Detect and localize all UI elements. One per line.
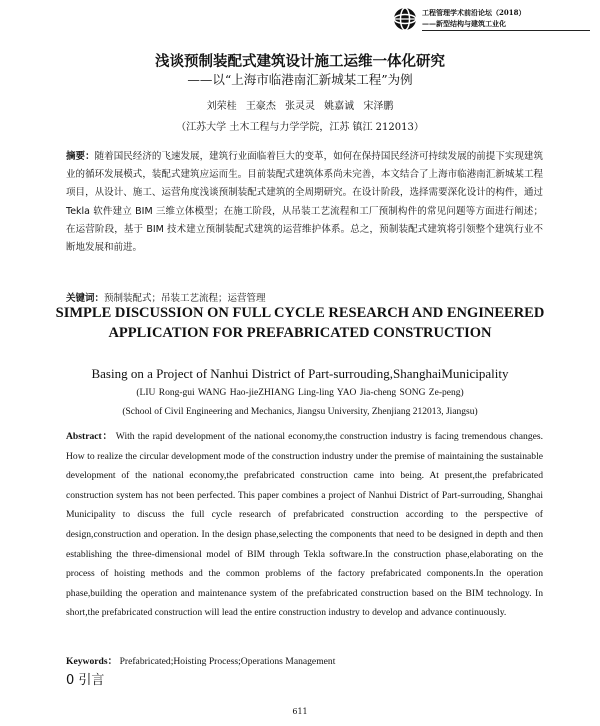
page-number: 611 — [292, 707, 308, 716]
english-affiliation: (School of Civil Engineering and Mechanics, Jiangsu University, Zhenjiang 212013, Jiangsu) — [122, 407, 478, 417]
chinese-authors: 刘荣桂 王豪杰 张灵灵 姚嘉诚 宋泽鹏 — [206, 101, 394, 112]
chinese-title: 浅谈预制装配式建筑设计施工运维一体化研究 — [155, 54, 445, 70]
chinese-subtitle: ——以“上海市临港南汇新城某工程”为例 — [187, 72, 413, 87]
chinese-abstract-label: 摘要： — [66, 151, 95, 162]
english-abstract — [66, 427, 543, 623]
header-rule — [422, 30, 590, 31]
chinese-abstract-text: 随着国民经济的飞速发展，建筑行业面临着巨大的变革，如何在保持国民经济可持续发展的前提下实现建筑业的循环发展模式，装配式建筑应运而生。目前装配式建筑体系尚未完善，本文结合了上海市临港南汇新城某工程项目，从设计、施工、运营角度浅谈预制装配式建筑的全周期研究。在设计阶段，选择需要深化设计的构件，通过 Tekla 软件建立 BIM 三维立体模型；在施工阶段，从吊装工艺流程和工厂预制构件的常见问题等方面进行阐述；在运营阶段，基于 BIM 技术建立预制装配式建筑的运营维护体系。总之，预制装配式建筑将引领整个建筑行业不断地发展和前进。 — [66, 151, 543, 254]
journal-logo-icon — [392, 6, 418, 32]
header-forum-subtitle: ——新型结构与建筑工业化 — [422, 19, 506, 28]
english-keywords-label: Keywords： — [66, 656, 118, 667]
chinese-keywords-text: 预制装配式；吊装工艺流程；运营管理 — [104, 293, 266, 304]
chinese-keywords — [66, 290, 543, 304]
header-forum-name: 工程管理学术前沿论坛（2018） — [422, 8, 526, 17]
english-keywords — [66, 653, 543, 667]
section-heading-introduction: 0 引言 — [66, 673, 105, 688]
chinese-affiliation: （江苏大学 土木工程与力学学院，江苏 镇江 212013） — [176, 122, 424, 133]
english-keywords-text: Prefabricated;Hoisting Process;Operations Management — [119, 656, 336, 667]
chinese-keywords-label: 关键词： — [66, 293, 105, 304]
english-authors: (LIU Rong-gui WANG Hao-jieZHIANG Ling-ling YAO Jia-cheng SONG Ze-peng) — [136, 388, 464, 398]
english-abstract-text: With the rapid development of the national economy,the construction industry is facing tremendous changes. How to realize the circular development mode of the construction industry under the premise of maintaining the sustainable development of the national economy,the prefabricated construction came into being. At present,the prefabricated construction system has not been perfected. This paper combines a project of Nanhui District of Part-surrouding, Shanghai Municipality to discuss the full cycle research of prefabricated construction according to the perspective of design,construction and operation. In the design phase,selecting the components that need to be designed in depth and then establishing the three-dimensional model of BIM through Tekla software.In the construction phase,elaborating on the process of hoisting methods and the common problems of the factory prefabricated components.In the operation phase,building the operation and maintenance system of the prefabricated construction based on the BIM technology. In short,the prefabricated construction will lead the entire construction industry to develop and advance continuously. — [66, 431, 544, 619]
english-subtitle: Basing on a Project of Nanhui District of Part-surrouding,ShanghaiMunicipality — [91, 366, 509, 381]
chinese-abstract — [66, 148, 543, 257]
journal-header — [392, 4, 592, 34]
english-abstract-label: Abstract： — [66, 431, 113, 442]
english-title: SIMPLE DISCUSSION ON FULL CYCLE RESEARCH AND ENGINEERED APPLICATION FOR PREFABRICATED CONSTRUCTION — [55, 305, 545, 341]
